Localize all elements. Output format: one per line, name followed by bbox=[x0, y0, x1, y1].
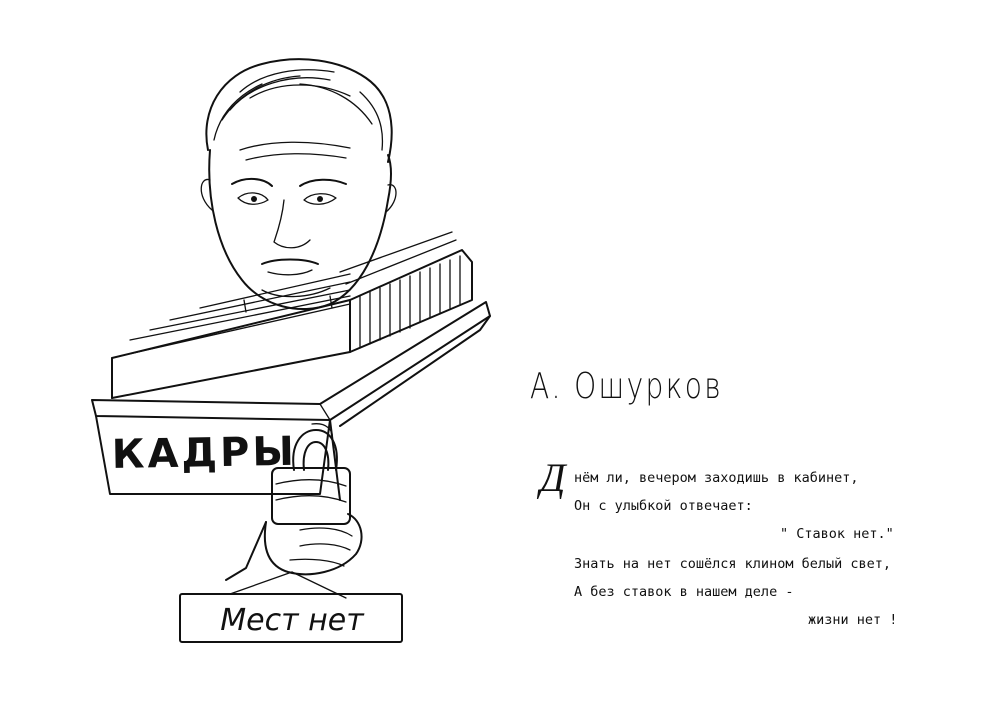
face bbox=[201, 142, 396, 309]
poem-line-3: " Ставок нет." bbox=[780, 526, 894, 542]
file-tray bbox=[92, 302, 490, 500]
poem-line-6: жизни нет ! bbox=[808, 612, 898, 628]
box-label: КАДРЫ bbox=[111, 428, 298, 478]
poem-line-1: нём ли, вечером заходишь в кабинет, bbox=[574, 470, 859, 486]
poem-drop-cap: Д bbox=[540, 455, 566, 500]
poem-line-4: Знать на нет сошёлся клином белый свет, bbox=[574, 556, 891, 572]
poem-line-5: А без ставок в нашем деле - bbox=[574, 584, 794, 600]
poem-line-2: Он с улыбкой отвечает: bbox=[574, 498, 753, 514]
sign-text: Мест нет bbox=[220, 603, 364, 638]
author-name: А. Ошурков bbox=[530, 366, 724, 407]
hanging-sign bbox=[180, 572, 402, 642]
hair bbox=[206, 59, 391, 162]
